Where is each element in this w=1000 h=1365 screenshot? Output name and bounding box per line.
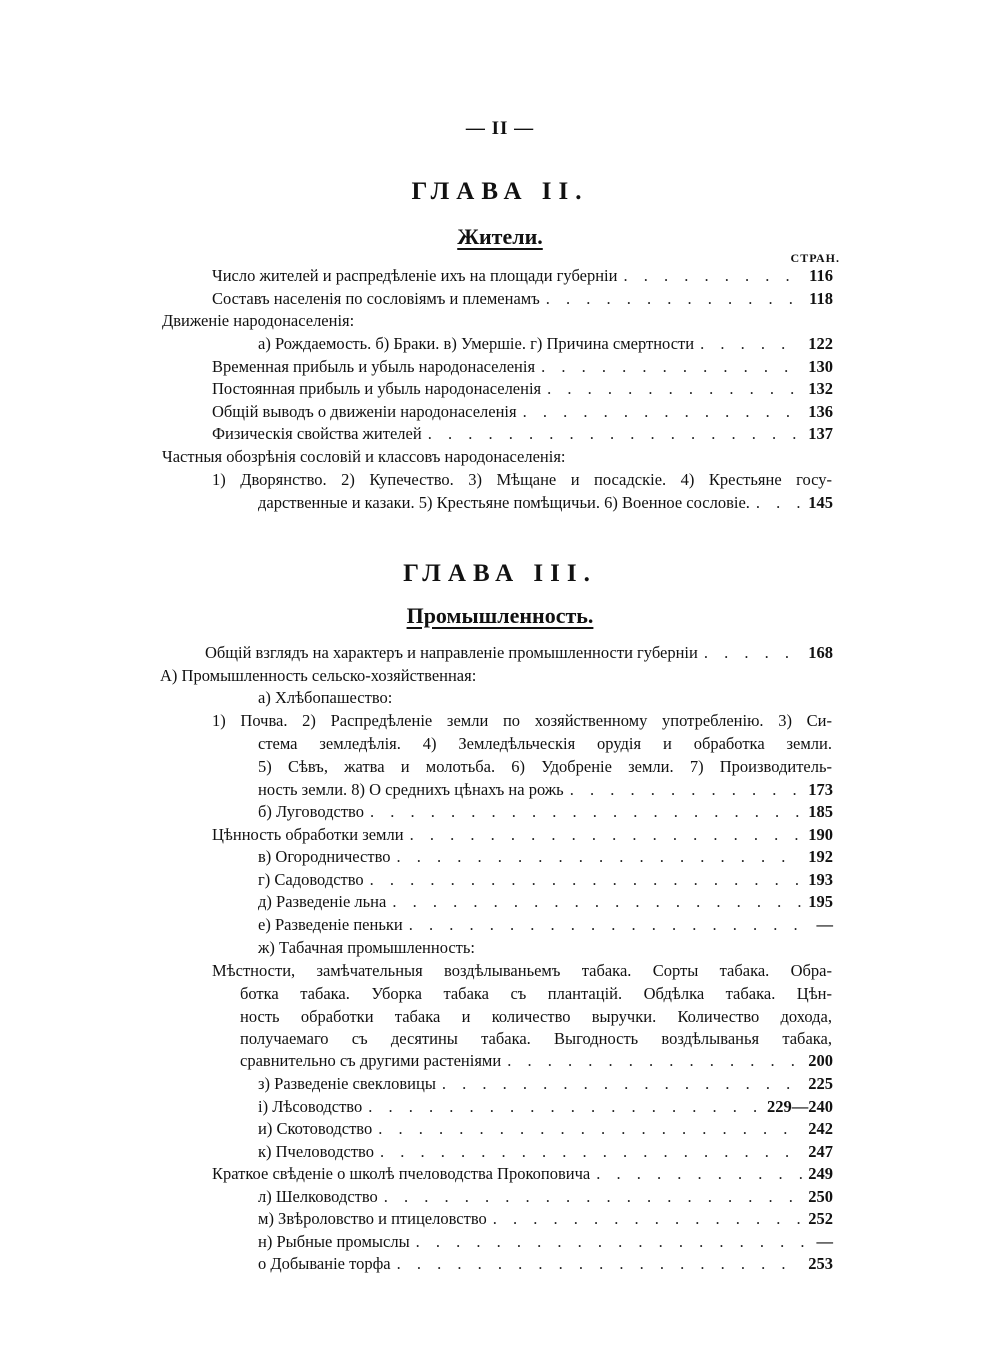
toc-entry-page: 173 — [808, 780, 833, 799]
leader-dots — [547, 378, 802, 400]
toc-entry — [212, 824, 833, 846]
toc-entry-page: — — [816, 915, 833, 934]
toc-entry-text: сравнительно съ другими растеніями — [240, 1051, 502, 1070]
toc-entry — [212, 401, 833, 423]
toc-entry-page: 130 — [808, 357, 833, 376]
toc-entry-page: 137 — [808, 424, 833, 443]
toc-entry-text: а) Рождаемость. б) Браки. в) Умершіе. г) Причина смертности — [258, 334, 695, 353]
leader-dots — [704, 642, 802, 664]
toc-entry-text: Общій взглядъ на характеръ и направленіе промышленности губерніи — [205, 643, 698, 662]
toc-entry — [258, 801, 833, 823]
toc-entry-text: 5) Сѣвъ, жатва и молотьба. 6) Удобреніе земли. 7) Производитель- — [258, 757, 832, 776]
toc-entry-text: і) Лѣсоводство — [258, 1097, 363, 1116]
toc-entry-text: Общій выводъ о движеніи народонаселенія — [212, 402, 517, 421]
leader-dots — [541, 356, 802, 378]
toc-entry — [258, 492, 833, 514]
chapter-3-section-title: Промышленность. — [406, 603, 594, 628]
toc-entry-page: 195 — [808, 892, 833, 911]
toc-entry-page: 190 — [808, 825, 833, 844]
toc-entry-text: о Добываніе торфа — [258, 1254, 391, 1273]
toc-heading: а) Хлѣбопашество: — [258, 688, 393, 707]
page-column-header: СТРАН. — [790, 251, 840, 265]
toc-entry-page: 253 — [808, 1254, 833, 1273]
toc-entry-text: получаемаго съ десятины табака. Выгодность воздѣлыванья табака, — [240, 1029, 832, 1048]
toc-entry-text: и) Скотоводство — [258, 1119, 373, 1138]
toc-entry-page: 193 — [808, 870, 833, 889]
leader-dots — [623, 265, 803, 287]
toc-entry — [240, 1050, 833, 1072]
toc-entry-text: Краткое свѣденіе о школѣ пчеловодства Прокоповича — [212, 1164, 591, 1183]
toc-entry-text: е) Разведеніе пеньки — [258, 915, 403, 934]
toc-entry-text: д) Разведеніе льна — [258, 892, 387, 911]
toc-entry — [212, 265, 833, 287]
toc-entry-text: л) Шелководство — [258, 1187, 378, 1206]
toc-entry-text: г) Садоводство — [258, 870, 364, 889]
toc-entry-page: — — [816, 1232, 833, 1251]
toc-entry-page: 136 — [808, 402, 833, 421]
chapter-2-title: ГЛАВА II. — [411, 178, 589, 205]
toc-entry-text: ность земли. 8) О среднихъ цѣнахъ на рожь — [258, 780, 564, 799]
toc-heading: Частныя обозрѣнія сословій и классовъ народонаселенія: — [162, 447, 566, 466]
toc-entry-page: 250 — [808, 1187, 833, 1206]
toc-entry — [258, 846, 833, 868]
toc-entry — [212, 423, 833, 445]
toc-entry-page: 225 — [808, 1074, 833, 1093]
toc-entry-text: в) Огородничество — [258, 847, 391, 866]
toc-entry-page: 132 — [808, 379, 833, 398]
toc-entry-page: 252 — [808, 1209, 833, 1228]
toc-entry — [212, 378, 833, 400]
toc-entry-page: 247 — [808, 1142, 833, 1161]
chapter-2-section-title: Жители. — [457, 224, 543, 249]
leader-dots — [756, 492, 802, 514]
toc-entry-text: Число жителей и распредѣленіе ихъ на площади губерніи — [212, 266, 618, 285]
leader-dots — [507, 1050, 802, 1072]
leader-dots — [700, 333, 802, 355]
leader-dots — [428, 423, 803, 445]
toc-entry — [212, 288, 833, 310]
toc-entry-text: Составъ населенія по сословіямъ и племенамъ — [212, 289, 540, 308]
leader-dots — [546, 288, 803, 310]
toc-entry — [212, 356, 833, 378]
leader-dots — [493, 1208, 803, 1230]
toc-entry-text: ность обработки табака и количество выручки. Количество дохода, — [240, 1007, 832, 1026]
leader-dots — [370, 869, 803, 891]
toc-entry — [258, 1186, 833, 1208]
leader-dots — [378, 1118, 802, 1140]
leader-dots — [570, 779, 803, 801]
leader-dots — [596, 1163, 802, 1185]
toc-entry-text: н) Рыбные промыслы — [258, 1232, 410, 1251]
toc-entry-text: Мѣстности, замѣчательныя воздѣлываньемъ табака. Сорты табака. Обра- — [212, 961, 832, 980]
leader-dots — [397, 846, 803, 868]
toc-heading: Движеніе народонаселенія: — [162, 311, 355, 330]
toc-entry-page: 118 — [809, 289, 833, 308]
toc-entry-page: 242 — [808, 1119, 833, 1138]
toc-entry-text: к) Пчеловодство — [258, 1142, 374, 1161]
toc-entry-page: 122 — [808, 334, 833, 353]
toc-entry-page: 200 — [808, 1051, 833, 1070]
leader-dots — [368, 1096, 761, 1118]
page-number: — II — — [465, 118, 535, 139]
toc-entry — [258, 1118, 833, 1140]
toc-entry — [258, 914, 833, 936]
chapter-3-title: ГЛАВА III. — [403, 560, 597, 587]
toc-entry-page: 185 — [808, 802, 833, 821]
toc-entry — [258, 1073, 833, 1095]
leader-dots — [380, 1141, 802, 1163]
toc-entry — [258, 869, 833, 891]
toc-entry-text: Цѣнность обработки земли — [212, 825, 404, 844]
toc-entry — [258, 891, 833, 913]
leader-dots — [392, 891, 802, 913]
toc-entry — [205, 642, 833, 664]
leader-dots — [523, 401, 803, 423]
toc-entry-text: 1) Дворянство. 2) Купечество. 3) Мѣщане и посадскіе. 4) Крестьяне госу- — [212, 470, 832, 489]
toc-entry-text: ботка табака. Уборка табака съ плантацій. Обдѣлка табака. Цѣн- — [240, 984, 832, 1003]
leader-dots — [384, 1186, 802, 1208]
toc-entry-text: Постоянная прибыль и убыль народонаселенія — [212, 379, 542, 398]
toc-entry — [258, 1253, 833, 1275]
toc-heading: ж) Табачная промышленность: — [258, 938, 476, 957]
toc-entry-page: 249 — [808, 1164, 833, 1183]
toc-entry — [258, 779, 833, 801]
toc-entry-page: 168 — [808, 643, 833, 662]
toc-entry-page: 145 — [808, 493, 833, 512]
leader-dots — [410, 824, 803, 846]
toc-entry — [258, 1231, 833, 1253]
toc-heading: А) Промышленность сельско-хозяйственная: — [160, 666, 477, 685]
toc-entry — [258, 1096, 833, 1118]
toc-entry-page: 116 — [809, 266, 833, 285]
toc-entry-text: б) Луговодство — [258, 802, 364, 821]
toc-entry-text: м) Звѣроловство и птицеловство — [258, 1209, 487, 1228]
leader-dots — [409, 914, 805, 936]
toc-entry — [212, 1163, 833, 1185]
leader-dots — [416, 1231, 805, 1253]
toc-entry — [258, 333, 833, 355]
toc-entry-page: 229—240 — [767, 1097, 833, 1116]
leader-dots — [370, 801, 802, 823]
toc-entry-text: дарственные и казаки. 5) Крестьяне помѣщичьи. 6) Военное сословіе. — [258, 493, 750, 512]
toc-entry-text: Временная прибыль и убыль народонаселенія — [212, 357, 536, 376]
toc-entry — [258, 1208, 833, 1230]
toc-entry-text: стема земледѣлія. 4) Земледѣльческія орудія и обработка земли. — [258, 734, 832, 753]
toc-entry-text: Физическія свойства жителей — [212, 424, 422, 443]
leader-dots — [397, 1253, 803, 1275]
toc-entry-text: з) Разведеніе свекловицы — [258, 1074, 436, 1093]
toc-entry-text: 1) Почва. 2) Распредѣленіе земли по хозяйственному употребленію. 3) Си- — [212, 711, 832, 730]
toc-entry — [258, 1141, 833, 1163]
toc-entry-page: 192 — [808, 847, 833, 866]
leader-dots — [442, 1073, 802, 1095]
